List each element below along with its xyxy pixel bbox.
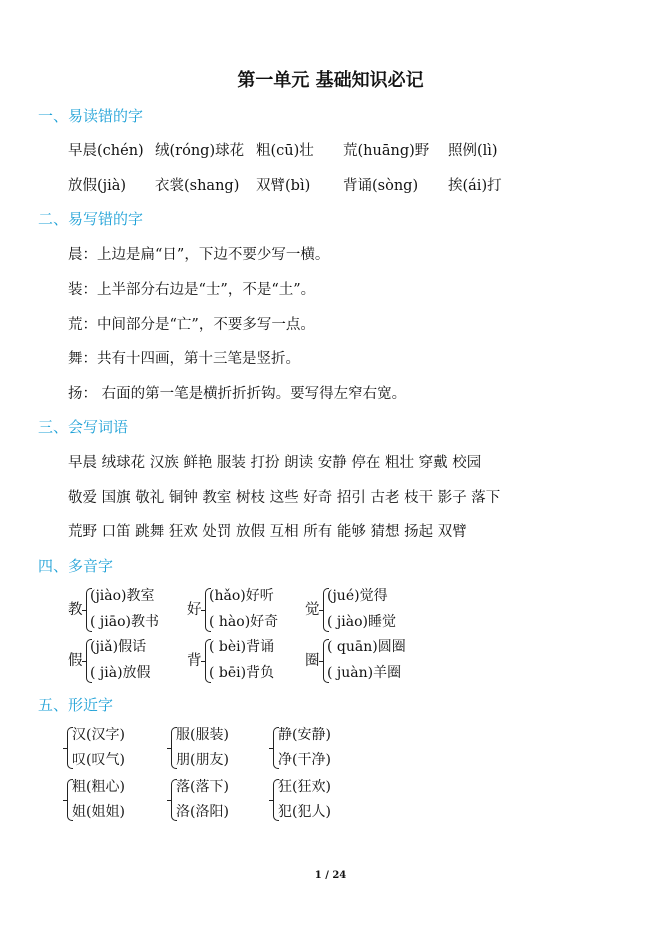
section-heading-polyphones: 四、多音字	[38, 557, 114, 575]
misread-item: 衣裳(shang)	[155, 178, 240, 194]
misread-item: 照例(lì)	[448, 143, 498, 159]
polyphone-reading: (hǎo)好听	[209, 588, 274, 604]
similar-char: 静(安静)	[278, 727, 331, 743]
polyphone-reading: ( jià)放假	[90, 665, 151, 681]
polyphone-char: 圈	[305, 653, 320, 669]
page-number: 1 / 24	[314, 870, 347, 881]
polyphone-reading: ( quān)圆圈	[327, 639, 406, 655]
miswrite-note: 晨：上边是扁“日”，下边不要少写一横。	[68, 247, 330, 263]
misread-item: 背诵(sòng)	[343, 178, 419, 194]
miswrite-note: 扬： 右面的第一笔是横折折折钩。要写得左窄右宽。	[68, 386, 407, 402]
miswrite-note: 荒：中间部分是“亡”，不要多写一点。	[68, 317, 315, 333]
similar-char: 姐(姐姐)	[72, 804, 125, 820]
polyphone-reading: ( bēi)背负	[209, 665, 275, 681]
polyphone-char: 假	[68, 653, 83, 669]
miswrite-note: 舞：共有十四画，第十三笔是竖折。	[68, 351, 300, 367]
section-heading-similar: 五、形近字	[38, 696, 114, 714]
word-line: 荒野 口笛 跳舞 狂欢 处罚 放假 互相 所有 能够 猜想 扬起 双臂	[68, 524, 467, 540]
misread-item: 放假(jià)	[68, 178, 127, 194]
section-heading-misread: 一、易读错的字	[38, 107, 144, 125]
polyphone-reading: (jiǎ)假话	[90, 639, 147, 655]
similar-char: 服(服装)	[176, 727, 229, 743]
polyphone-char: 教	[68, 602, 83, 618]
polyphone-reading: ( juàn)羊圈	[327, 665, 402, 681]
word-line: 敬爱 国旗 敬礼 铜钟 教室 树枝 这些 好奇 招引 古老 枝干 影子 落下	[68, 490, 501, 506]
similar-char: 朋(朋友)	[176, 752, 229, 768]
misread-item: 挨(ái)打	[448, 178, 502, 194]
polyphone-reading: ( hào)好奇	[209, 614, 279, 630]
similar-char: 狂(狂欢)	[278, 779, 331, 795]
similar-char: 净(干净)	[278, 752, 331, 768]
section-heading-miswrite: 二、易写错的字	[38, 210, 144, 228]
word-line: 早晨 绒球花 汉族 鲜艳 服装 打扮 朗读 安静 停在 粗壮 穿戴 校园	[68, 455, 482, 471]
misread-item: 绒(róng)球花	[155, 143, 245, 159]
similar-char: 犯(犯人)	[278, 804, 331, 820]
polyphone-reading: (jiào)教室	[90, 588, 155, 604]
polyphone-reading: ( bèi)背诵	[209, 639, 275, 655]
misread-item: 荒(huāng)野	[343, 143, 430, 159]
misread-item: 双臂(bì)	[256, 178, 311, 194]
polyphone-char: 背	[187, 653, 202, 669]
polyphone-reading: ( jiào)睡觉	[327, 614, 396, 630]
polyphone-reading: ( jiāo)教书	[90, 614, 159, 630]
similar-char: 汉(汉字)	[72, 727, 125, 743]
similar-char: 洛(洛阳)	[176, 804, 229, 820]
misread-item: 早晨(chén)	[68, 143, 144, 159]
polyphone-reading: (jué)觉得	[327, 588, 388, 604]
polyphone-char: 觉	[305, 602, 320, 618]
section-heading-words: 三、会写词语	[38, 418, 129, 436]
misread-item: 粗(cū)壮	[256, 143, 314, 159]
similar-char: 落(落下)	[176, 779, 229, 795]
polyphone-char: 好	[187, 602, 202, 618]
similar-char: 粗(粗心)	[72, 779, 125, 795]
similar-char: 叹(叹气)	[72, 752, 125, 768]
page-title: 第一单元 基础知识必记	[237, 70, 424, 91]
miswrite-note: 装：上半部分右边是“士”，不是“土”。	[68, 282, 316, 298]
